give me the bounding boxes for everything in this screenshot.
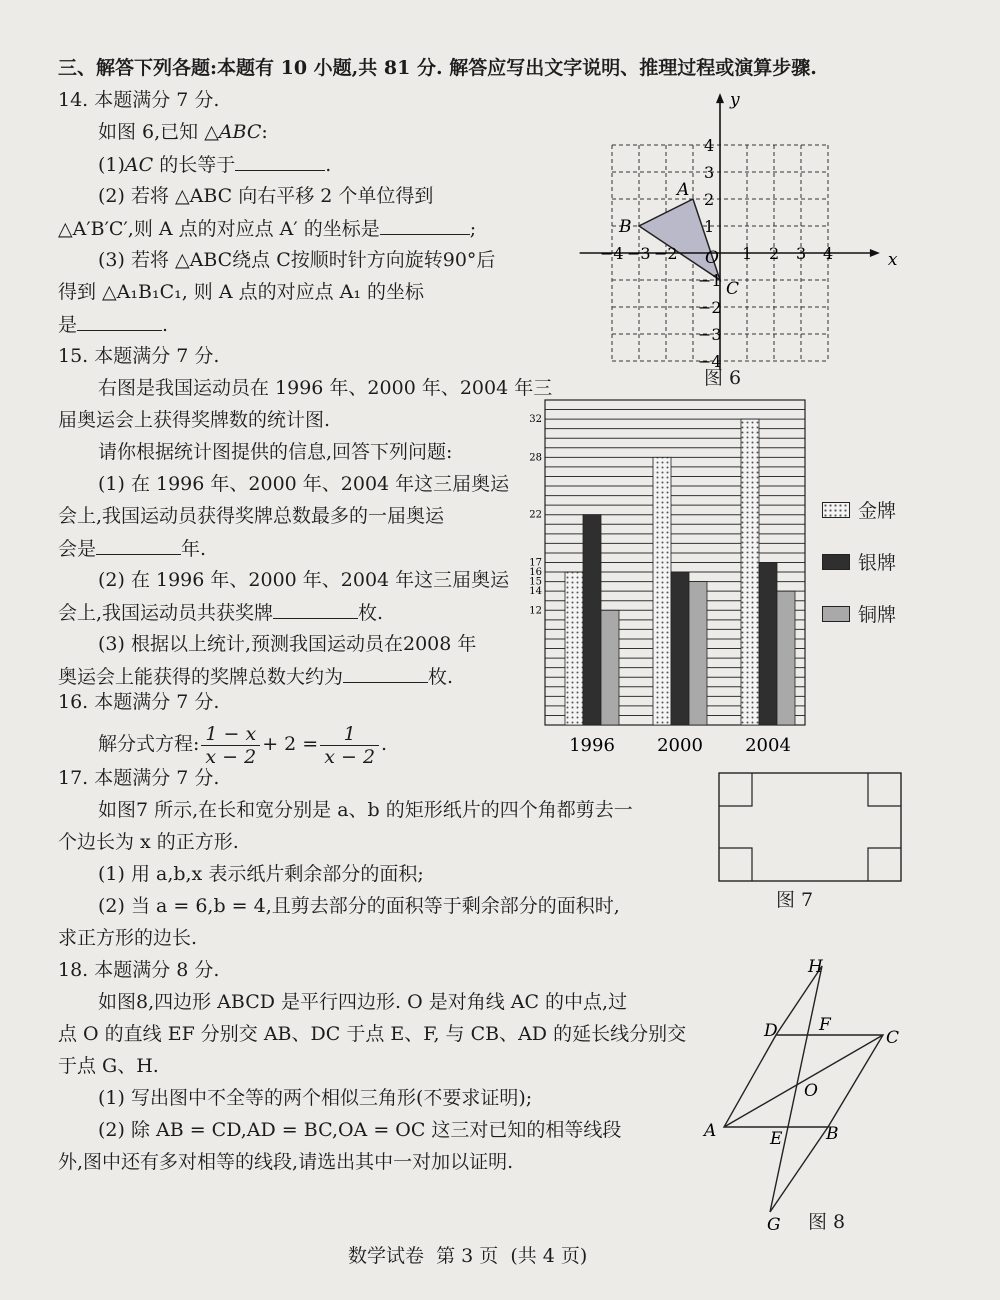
q15-part1-line2: 会上,我国运动员获得奖牌总数最多的一届奥运 [58,505,445,527]
q14-part3-line3: 是 . [58,314,169,336]
figure-8-parallelogram [690,950,920,1240]
point-h-label: H [808,957,823,977]
q18-title: 18. 本题满分 8 分. [58,959,220,981]
x-tick-label: 2000 [657,735,703,756]
x-tick-label: −3 [627,244,651,263]
q15-part1-line3: 会是 年. [58,538,207,560]
y-tick-label: 17 [529,557,542,569]
point-o-label: O [804,1081,818,1101]
q14-title: 14. 本题满分 7 分. [58,89,220,111]
y-tick-label: 32 [529,414,542,426]
y-tick-label: 28 [529,452,542,464]
y-tick-label: 1 [704,217,715,236]
x-tick-label: 2004 [745,735,791,756]
q15-title: 15. 本题满分 7 分. [58,345,220,367]
section-header: 三、解答下列各题:本题有 10 小题,共 81 分. 解答应写出文字说明、推理过程或演算步骤. [58,57,817,79]
bar-2000-silver [671,572,689,725]
y-axis-arrow [716,93,724,103]
y-tick-label: −3 [698,325,722,344]
q16-title: 16. 本题满分 7 分. [58,691,220,713]
q15-part1-line1: (1) 在 1996 年、2000 年、2004 年这三届奥运 [98,473,510,495]
q15-line3: 请你根据统计图提供的信息,回答下列问题: [98,441,453,463]
q14-part3-line1: (3) 若将 △ABC绕点 C按顺时针方向旋转90°后 [98,249,496,271]
bar-1996-bronze [601,610,619,725]
bar-2000-bronze [689,582,707,725]
q15-line2: 届奥运会上获得奖牌数的统计图. [58,409,331,431]
x-axis-label: x [887,250,898,270]
q15-line1: 右图是我国运动员在 1996 年、2000 年、2004 年三 [98,377,553,399]
point-b-label: B [826,1124,839,1144]
figure-7-paper-rectangle [718,772,903,884]
figure-6-coordinate-grid [570,80,900,370]
x-tick-label: 4 [823,244,834,263]
answer-blank[interactable] [343,664,428,683]
figure-7-caption: 图 7 [776,889,814,911]
x-tick-label: 1996 [569,735,615,756]
y-tick-label: 3 [704,163,715,182]
point-c-label: C [886,1028,900,1048]
q14-part2-line2: △A′B′C′,则 A 点的对应点 A′ 的坐标是 ; [58,218,477,240]
vertex-a-label: A [677,180,690,200]
silver-swatch-icon [822,554,850,570]
q17-part2-line2: 求正方形的边长. [58,927,198,949]
legend-bronze: 铜牌 [822,600,896,627]
y-tick-label: −4 [698,352,722,370]
point-a-label: A [704,1121,717,1141]
y-tick-label: 12 [529,605,542,617]
x-tick-label: 3 [796,244,807,263]
x-axis-arrow [870,249,880,257]
y-tick-label: 14 [529,586,542,598]
q15-part2-line2: 会上,我国运动员共获奖牌 枚. [58,602,384,624]
y-axis-label: y [730,90,740,111]
q18-line3: 于点 G、H. [58,1055,159,1077]
x-tick-label: 1 [742,244,753,263]
vertex-b-label: B [619,217,632,237]
point-g-label: G [767,1215,781,1235]
q18-line1: 如图8,四边形 ABCD 是平行四边形. O 是对角线 AC 的中点,过 [98,991,628,1013]
q18-part2-line1: (2) 除 AB = CD,AD = BC,OA = OC 这三对已知的相等线段 [98,1119,622,1141]
q14-part1: (1)AC 的长等于 . [98,154,332,176]
point-f-label: F [819,1015,831,1035]
bar-2004-gold [741,419,759,725]
y-tick-label: 2 [704,190,715,209]
y-tick-label: 16 [529,567,542,579]
q15-part3-line1: (3) 根据以上统计,预测我国运动员在2008 年 [98,633,477,655]
q17-line1: 如图7 所示,在长和宽分别是 a、b 的矩形纸片的四个角都剪去一 [98,799,633,821]
answer-blank[interactable] [235,152,325,171]
bar-2004-silver [759,563,777,726]
y-tick-label: −1 [698,271,722,290]
figure-6-caption: 图 6 [704,367,742,389]
vertex-c-label: C [726,279,740,299]
point-e-label: E [770,1129,783,1149]
y-tick-label: 4 [704,136,715,155]
x-tick-label: 2 [769,244,780,263]
q17-part1: (1) 用 a,b,x 表示纸片剩余部分的面积; [98,863,424,885]
q16-equation: 解分式方程: $\frac{1 - x}{x - 2}$ + 2 = $\frac{1}{x - 2}$ . [98,722,388,768]
q18-line2: 点 O 的直线 EF 分别交 AB、DC 于点 E、F, 与 CB、AD 的延长线分别交 [58,1023,687,1045]
point-d-label: D [764,1021,778,1041]
q15-part2-line1: (2) 在 1996 年、2000 年、2004 年这三届奥运 [98,569,510,591]
legend-silver: 银牌 [822,548,896,575]
bronze-swatch-icon [822,606,850,622]
q17-part2-line1: (2) 当 a = 6,b = 4,且剪去部分的面积等于剩余部分的面积时, [98,895,620,917]
q17-title: 17. 本题满分 7 分. [58,767,220,789]
answer-blank[interactable] [96,536,181,555]
medal-bar-chart [520,395,820,760]
x-tick-label: −4 [600,244,624,263]
q17-line2: 个边长为 x 的正方形. [58,831,239,853]
bar-2004-bronze [777,591,795,725]
origin-label: O [705,248,719,268]
q14-intro: 如图 6,已知 △ABC: [98,121,268,143]
q15-part3-line2: 奥运会上能获得的奖牌总数大约为 枚. [58,666,454,688]
q14-part2-line1: (2) 若将 △ABC 向右平移 2 个单位得到 [98,185,434,207]
answer-blank[interactable] [77,312,162,331]
bar-1996-gold [565,572,583,725]
y-tick-label: −2 [698,298,722,317]
answer-blank[interactable] [380,216,470,235]
y-tick-label: 22 [529,509,542,521]
x-tick-label: −2 [654,244,678,263]
q14-part3-line2: 得到 △A₁B₁C₁, 则 A 点的对应点 A₁ 的坐标 [58,281,425,303]
page-footer: 数学试卷 第 3 页 (共 4 页) [348,1245,588,1267]
bar-1996-silver [583,515,601,725]
gold-swatch-icon [822,502,850,518]
q18-part1: (1) 写出图中不全等的两个相似三角形(不要求证明); [98,1087,533,1109]
legend-gold: 金牌 [822,496,896,523]
figure-8-caption: 图 8 [808,1211,846,1233]
answer-blank[interactable] [273,600,358,619]
y-tick-label: 15 [529,576,542,588]
q18-part2-line2: 外,图中还有多对相等的线段,请选出其中一对加以证明. [58,1151,514,1173]
bar-2000-gold [653,457,671,725]
